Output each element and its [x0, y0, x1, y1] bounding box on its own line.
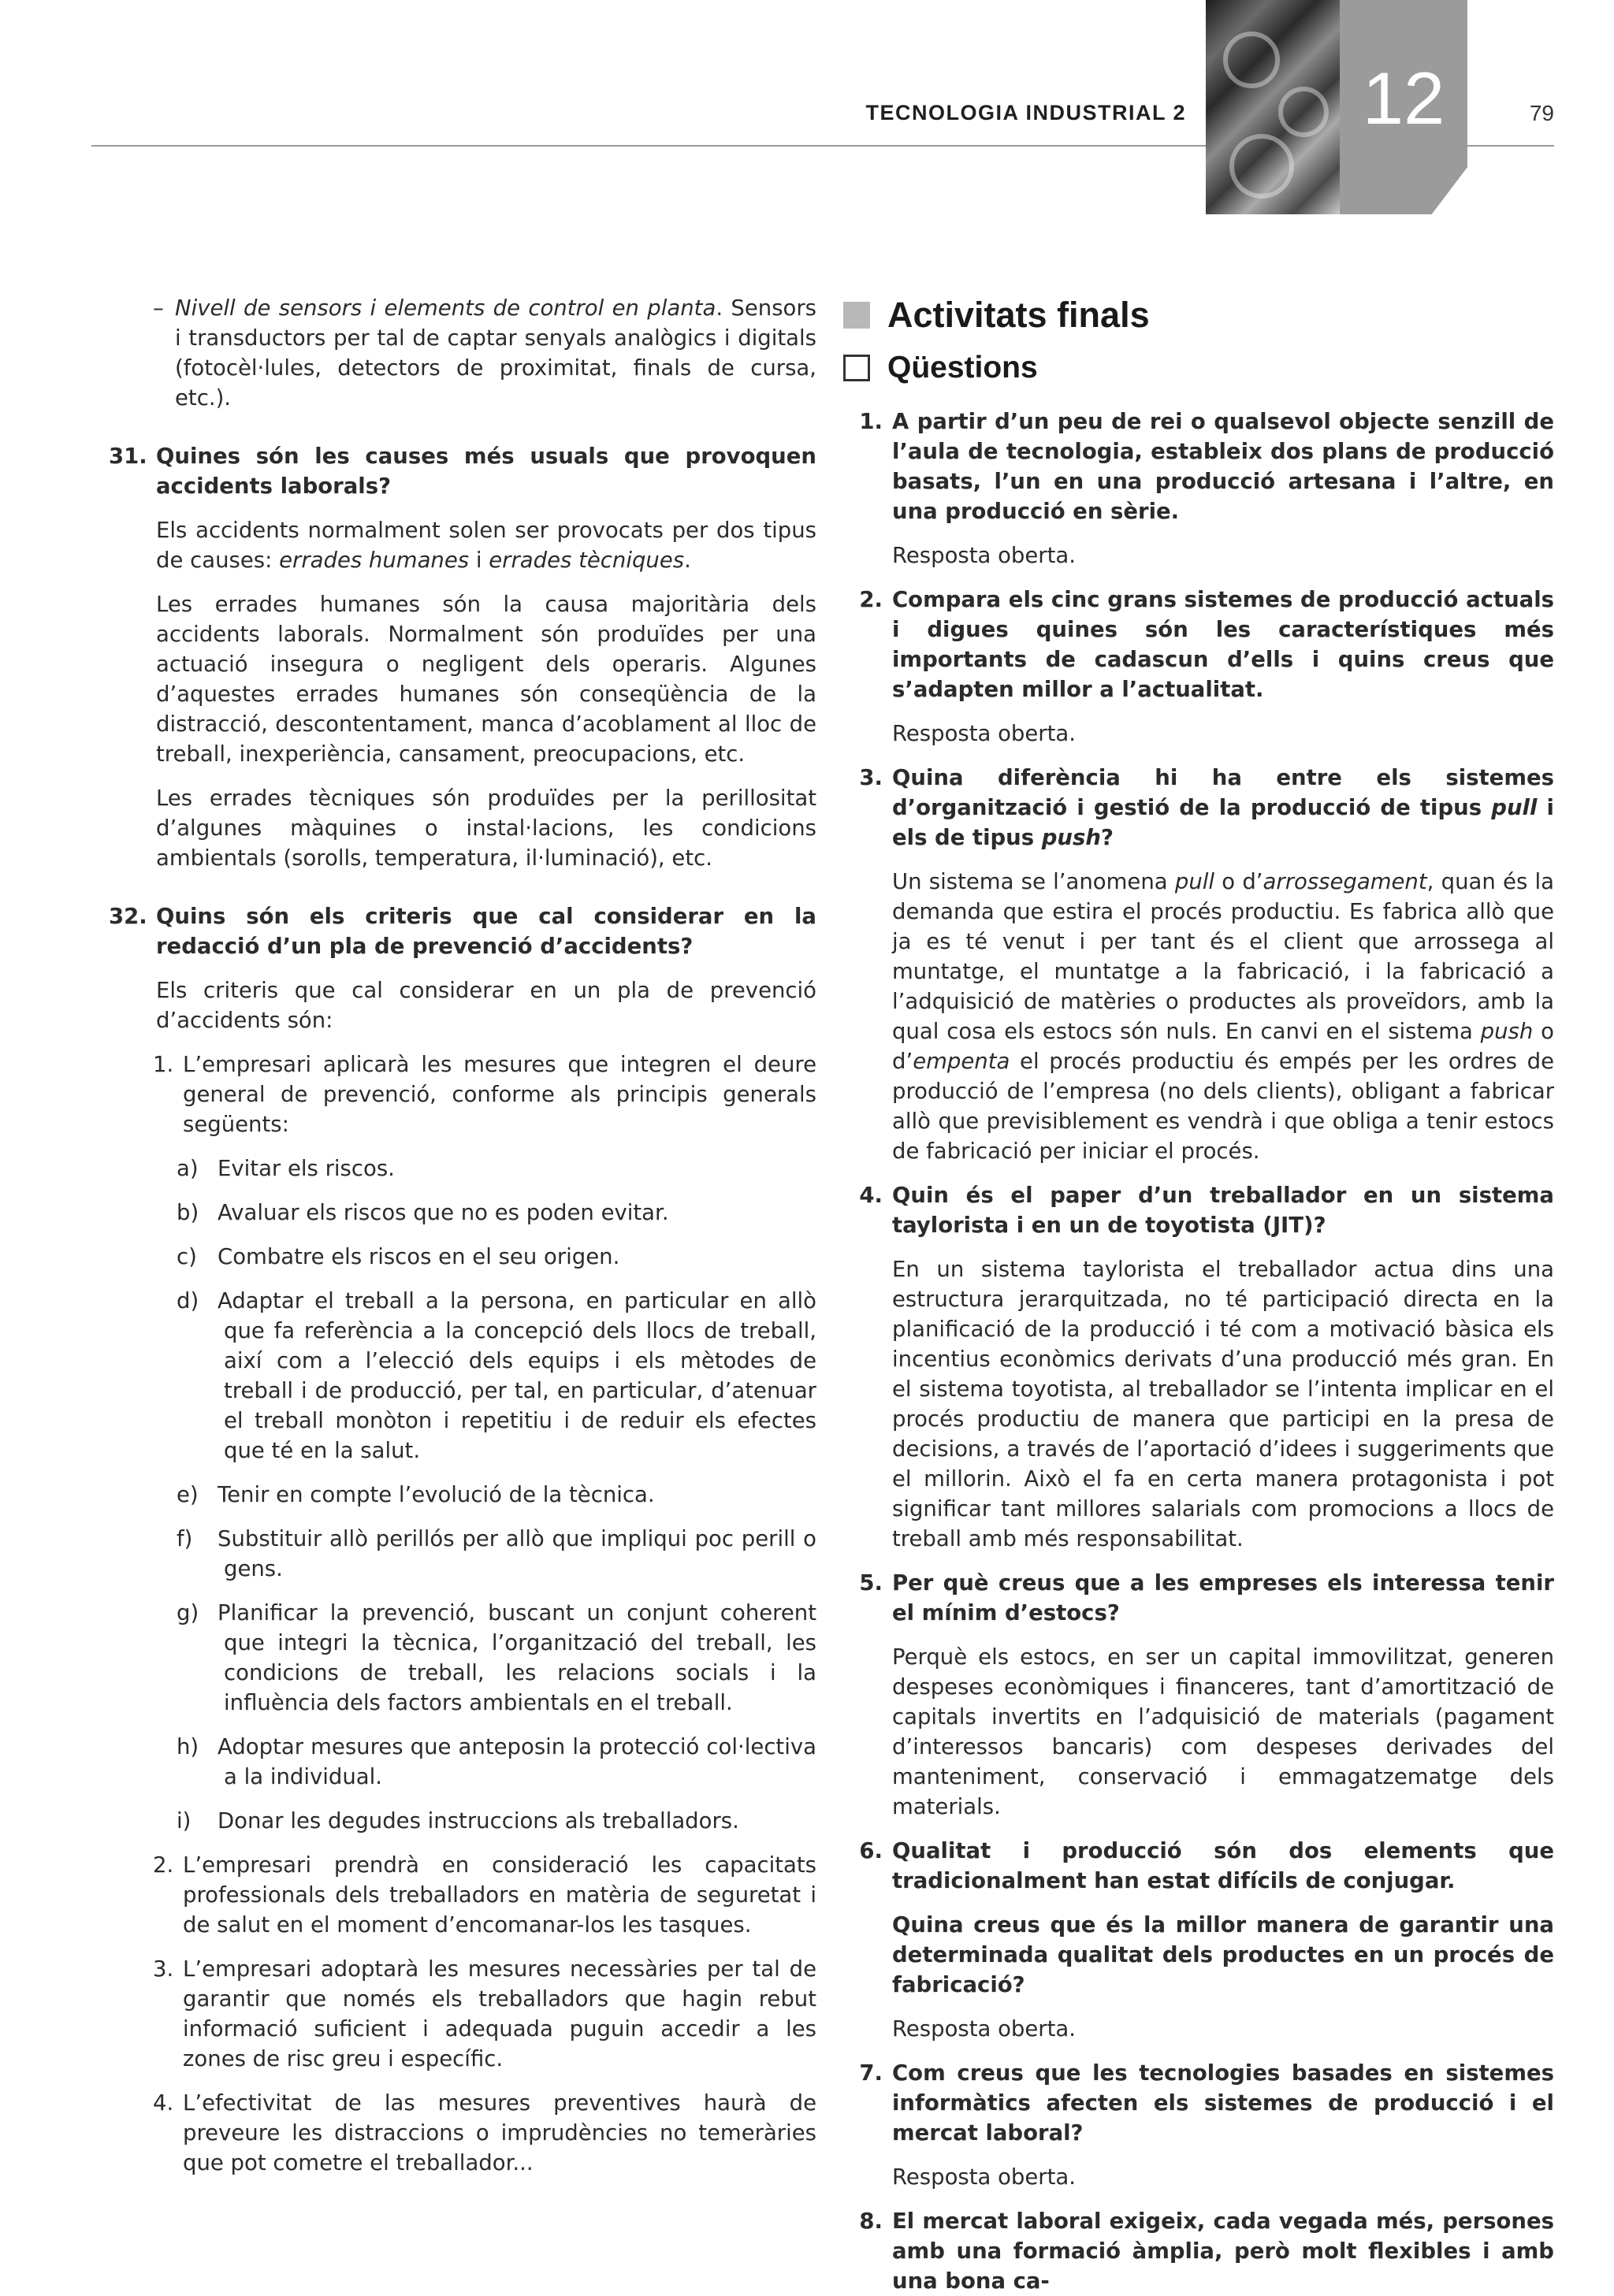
- criterion-number: 2.: [153, 1852, 174, 1878]
- principle-item: [109, 1598, 816, 1718]
- principle-item: [109, 1198, 816, 1228]
- principle-text: Avaluar els riscos que no es poden evitar.: [218, 1200, 669, 1225]
- answer-text: el procés productiu és empés per les ordres de producció de l’empresa (no dels clients), obligant a fabricar allò que previsiblement es vendrà i que obliga a tenir estocs de fabricació per iniciar el procés.: [892, 1049, 1554, 1164]
- answer-italic: empenta: [913, 1049, 1010, 1074]
- question-text: Per què creus que a les empreses els interessa tenir el mínim d’estocs?: [892, 1570, 1554, 1625]
- question-31: [109, 441, 816, 501]
- principle-text: Substituir allò perillós per allò que impliqui poc perill o gens.: [218, 1526, 816, 1581]
- criterion-number: 1.: [153, 1052, 174, 1077]
- chapter-number: 12: [1362, 57, 1445, 139]
- answer-2: Resposta oberta.: [892, 721, 1076, 746]
- principle-letter: c): [177, 1244, 197, 1269]
- question-6: [859, 1836, 1554, 1896]
- answer-text: o d’: [1214, 869, 1263, 894]
- principle-letter: a): [177, 1156, 199, 1181]
- section-heading: [843, 293, 1554, 337]
- question-italic: pull: [1491, 795, 1538, 820]
- criterion-4: [109, 2088, 816, 2178]
- answer-31-p1: [109, 515, 816, 575]
- question-3: [859, 763, 1554, 853]
- answer-italic: pull: [1174, 869, 1215, 894]
- principle-letter: g): [177, 1600, 199, 1625]
- section-title: Activitats finals: [887, 295, 1150, 335]
- engine-photo: [1206, 0, 1341, 214]
- subsection-title: Qüestions: [887, 351, 1038, 385]
- question-text: Quines són les causes més usuals que provoquen accidents laborals?: [156, 444, 816, 499]
- page-number: 79: [1529, 101, 1554, 125]
- question-6-part2: [859, 1910, 1554, 2000]
- principle-item: [109, 1732, 816, 1792]
- answer-1: Resposta oberta.: [892, 543, 1076, 568]
- question-text: i els de tipus: [892, 795, 1554, 850]
- question-text: ?: [1100, 825, 1114, 850]
- question-number: 2.: [859, 587, 883, 612]
- intro-item-lead: Nivell de sensors i elements de control en planta: [175, 295, 716, 321]
- answer-32-intro: Els criteris que cal considerar en un pla de prevenció d’accidents són:: [156, 978, 816, 1033]
- principle-text: Donar les degudes instruccions als treballadors.: [218, 1808, 739, 1833]
- principle-item: [109, 1286, 816, 1466]
- principle-text: Evitar els riscos.: [218, 1156, 395, 1181]
- subsection-square-icon: [843, 355, 870, 381]
- criterion-number: 4.: [153, 2090, 174, 2116]
- principle-letter: i): [177, 1808, 192, 1833]
- answer-text: o d’: [892, 1019, 1554, 1074]
- question-1: [859, 407, 1554, 526]
- question-text: Quins són els criteris que cal considerar en la redacció d’un pla de prevenció d’accidents?: [156, 904, 816, 959]
- principle-letter: f): [177, 1526, 193, 1551]
- question-2: [859, 585, 1554, 704]
- criterion-1: [109, 1050, 816, 1139]
- criterion-2: [109, 1850, 816, 1940]
- principles-list: [109, 1154, 816, 1836]
- question-number: 3.: [859, 765, 883, 790]
- principle-text: Adaptar el treball a la persona, en particular en allò que fa referència a la concepció dels llocs de treball, així com a l’elecció dels equips i els mètodes de treball i de producció, per tal, en particular, d’atenuar el treball monòton i repetitiu i de reduir els efectes que té en la salut.: [218, 1288, 816, 1463]
- right-column: [859, 293, 1554, 2296]
- answer-italic: arrossegament: [1263, 869, 1427, 894]
- answer-5: Perquè els estocs, en ser un capital immovilitzat, generen despeses econòmiques i financeres, tant d’amortització de capitals invertits en l’adquisició de materials (pagament d’interessos bancaris) com despeses derivades del manteniment, conservació i emmagatzematge dels materials.: [892, 1644, 1554, 1819]
- criterion-text: L’empresari prendrà en consideració les capacitats professionals dels treballadors en matèria de seguretat i de salut en el moment d’encomanar-los les tasques.: [183, 1852, 816, 1937]
- principle-letter: h): [177, 1734, 199, 1759]
- principle-item: [109, 1154, 816, 1183]
- subsection-heading: [843, 348, 1554, 388]
- principle-text: Tenir en compte l’evolució de la tècnica.: [218, 1482, 655, 1507]
- question-4: [859, 1180, 1554, 1240]
- answer-italic: push: [1480, 1019, 1534, 1044]
- question-number: 1.: [859, 409, 883, 434]
- question-number: 7.: [859, 2060, 883, 2086]
- answer-text: Els accidents normalment solen ser provocats per dos tipus de causes:: [156, 518, 816, 573]
- question-number: 8.: [859, 2209, 883, 2234]
- question-text: Qualitat i producció són dos elements que tradicionalment han estat difícils de conjugar.: [892, 1838, 1554, 1893]
- criterion-3: [109, 1954, 816, 2074]
- question-italic: push: [1041, 825, 1101, 850]
- answer-3: [859, 867, 1554, 1166]
- principle-text: Combatre els riscos en el seu origen.: [218, 1244, 620, 1269]
- principle-item: [109, 1806, 816, 1836]
- answer-31-p3: Les errades tècniques són produïdes per la perillositat d’algunes màquines o instal·lacions, les condicions ambientals (sorolls, temperatura, il·luminació), etc.: [156, 786, 816, 871]
- answer-text: Un sistema se l’anomena: [892, 869, 1175, 894]
- principle-text: Planificar la prevenció, buscant un conjunt coherent que integri la tècnica, l’organització del treball, les condicions de treball, les relacions socials i la influència dels factors ambientals en el treball.: [218, 1600, 816, 1715]
- question-text: Quin és el paper d’un treballador en un sistema taylorista i en un de toyotista (JIT)?: [892, 1183, 1554, 1238]
- criterion-text: L’empresari adoptarà les mesures necessàries per tal de garantir que només els treballadors que hagin rebut informació suficient i adequada puguin accedir a les zones de risc greu i específic.: [183, 1956, 816, 2071]
- question-text: Compara els cinc grans sistemes de producció actuals i digues quines són les característiques més importants de cadascun d’ells i quins creus que s’adapten millor a l’actualitat.: [892, 587, 1554, 702]
- principle-letter: e): [177, 1482, 199, 1507]
- answer-italic: errades humanes: [279, 548, 470, 573]
- principle-item: [109, 1480, 816, 1510]
- left-column: [109, 293, 816, 2178]
- answer-4: En un sistema taylorista el treballador actua dins una estructura jerarquitzada, no té participació directa en la planificació de la producció i té com a motivació bàsica els incentius econòmics derivats d’una producció més gran. En el sistema toyotista, al treballador se l’intenta implicar en el procés productiu de manera que participi en la presa de decisions, a través de l’aportació d’idees i suggeriments que el millorin. Això el fa en certa manera protagonista i pot significar tant millores salarials com promocions a llocs de treball amb més responsabilitat.: [892, 1257, 1554, 1551]
- section-square-icon: [843, 302, 870, 329]
- answer-31-p2: Les errades humanes són la causa majoritària dels accidents laborals. Normalment són produïdes per una actuació insegura o negligent dels operaris. Algunes d’aquestes errades humanes són conseqüència de la distracció, descontentament, manca d’acoblament al lloc de treball, inexperiència, cansament, preocupacions, etc.: [156, 592, 816, 767]
- running-header-title: TECNOLOGIA INDUSTRIAL 2: [865, 101, 1186, 124]
- principle-item: [109, 1242, 816, 1272]
- question-number: 5.: [859, 1570, 883, 1596]
- principle-item: [109, 1524, 816, 1584]
- criterion-text: L’empresari aplicarà les mesures que integren el deure general de prevenció, conforme als principis generals següents:: [183, 1052, 816, 1137]
- answer-6: Resposta oberta.: [892, 2016, 1076, 2042]
- question-text: Quina diferència hi ha entre els sistemes d’organització i gestió de la producció de tipus: [892, 765, 1554, 820]
- question-7: [859, 2058, 1554, 2148]
- question-5: [859, 1568, 1554, 1628]
- question-number: 32.: [109, 904, 147, 929]
- question-text: A partir d’un peu de rei o qualsevol objecte senzill de l’aula de tecnologia, estableix dos plans de producció basats, l’un en una producció artesana i l’altre, en una producció en sèrie.: [892, 409, 1554, 524]
- criterion-number: 3.: [153, 1956, 174, 1982]
- answer-text: i: [469, 548, 489, 573]
- question-32: [109, 901, 816, 961]
- question-text: Com creus que les tecnologies basades en sistemes informàtics afecten els sistemes de producció i el mercat laboral?: [892, 2060, 1554, 2146]
- principle-letter: d): [177, 1288, 199, 1313]
- answer-text: .: [684, 548, 691, 573]
- principle-letter: b): [177, 1200, 199, 1225]
- question-8: [859, 2206, 1554, 2296]
- answer-7: Resposta oberta.: [892, 2164, 1076, 2190]
- answer-text: , quan és la demanda que estira el procés productiu. Es fabrica allò que ja es té venut i per tant és el client que arrossega al muntatge, el muntatge a la fabricació, i la fabricació a l’adquisició de matèries o productes als proveïdors, amb la qual cosa els estocs són nuls. En canvi en el sistema: [892, 869, 1554, 1044]
- question-text: Quina creus que és la millor manera de garantir una determinada qualitat dels productes en un procés de fabricació?: [892, 1912, 1554, 1997]
- intro-item-text: . Sensors i transductors per tal de captar senyals analògics i digitals (fotocèl·lules, detectors de proximitat, finals de cursa, etc.).: [175, 295, 817, 411]
- criterion-text: L’efectivitat de las mesures preventives haurà de preveure les distraccions o imprudències no temeràries que pot cometre el treballador...: [183, 2090, 816, 2175]
- question-number: 6.: [859, 1838, 883, 1863]
- question-number: 4.: [859, 1183, 883, 1208]
- question-number: 31.: [109, 444, 147, 469]
- principle-text: Adoptar mesures que anteposin la protecció col·lectiva a la individual.: [218, 1734, 816, 1789]
- answer-italic: errades tècniques: [489, 548, 685, 573]
- question-text: El mercat laboral exigeix, cada vegada més, persones amb una formació àmplia, però molt flexibles i amb una bona ca-: [892, 2209, 1554, 2294]
- dash-marker: –: [153, 295, 164, 321]
- intro-item: [109, 293, 816, 413]
